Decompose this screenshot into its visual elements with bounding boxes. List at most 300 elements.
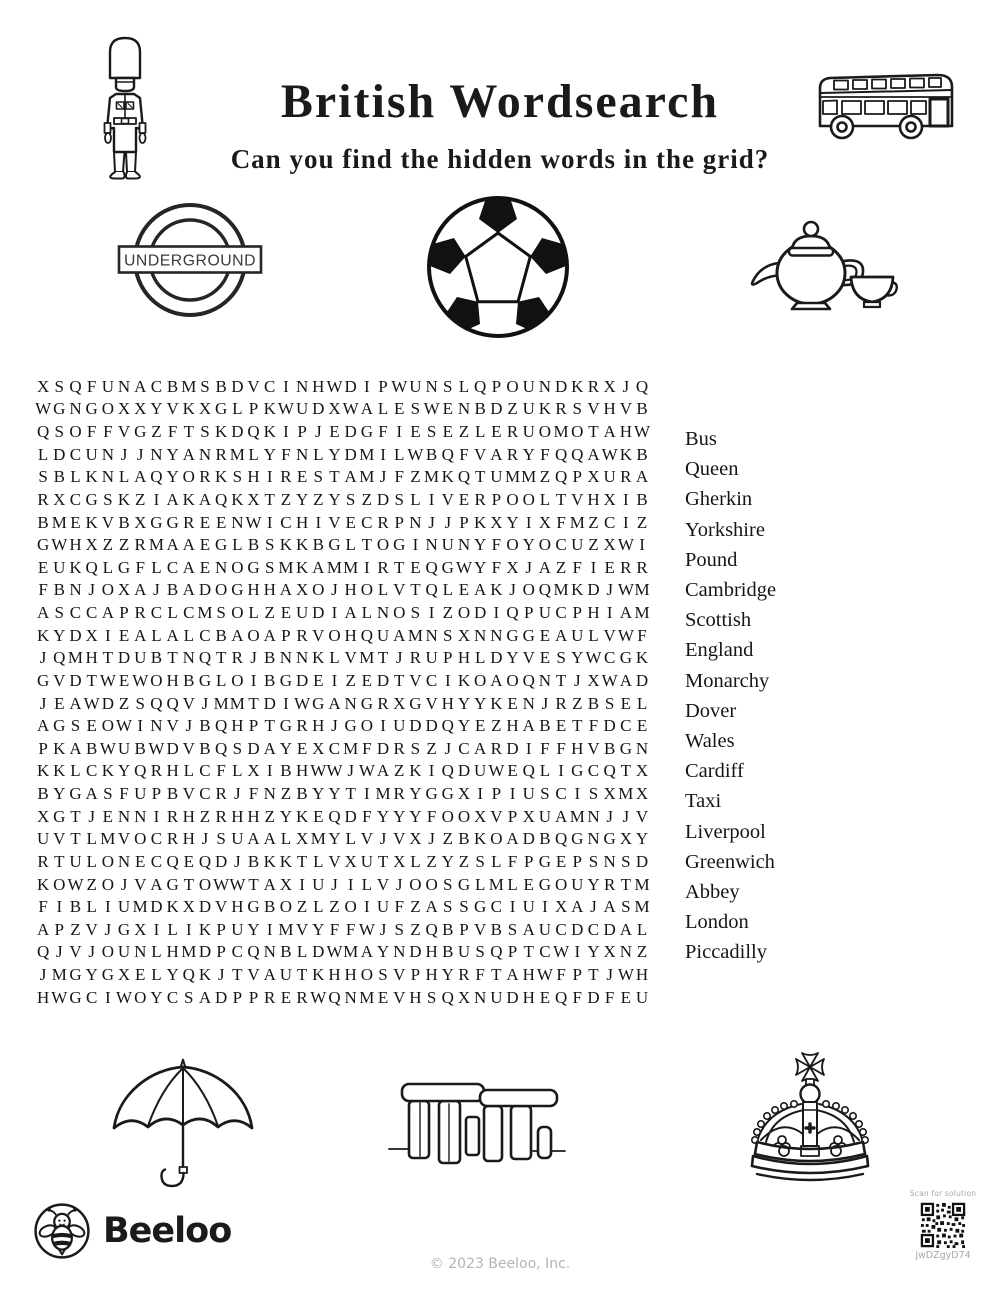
- grid-letter: C: [231, 942, 244, 962]
- grid-letter: H: [344, 965, 357, 985]
- underground-roundel-icon: [117, 198, 263, 322]
- grid-letter: X: [393, 693, 406, 713]
- grid-letter: P: [248, 987, 259, 1007]
- grid-letter: U: [538, 806, 552, 826]
- grid-letter: I: [590, 557, 597, 577]
- grid-letter: G: [522, 625, 535, 645]
- grid-letter: X: [117, 580, 131, 600]
- grid-letter: Z: [410, 897, 421, 917]
- grid-letter: X: [295, 580, 309, 600]
- grid-letter: F: [507, 851, 518, 871]
- grid-letter: A: [134, 580, 147, 600]
- grid-letter: X: [36, 806, 50, 826]
- grid-letter: T: [345, 784, 356, 804]
- grid-letter: N: [474, 625, 487, 645]
- grid-letter: D: [198, 580, 212, 600]
- grid-letter: T: [167, 648, 178, 668]
- grid-letter: I: [574, 784, 581, 804]
- grid-letter: S: [54, 603, 65, 623]
- grid-letter: L: [474, 648, 486, 668]
- grid-letter: U: [231, 919, 244, 939]
- grid-letter: S: [604, 693, 615, 713]
- grid-letter: X: [134, 512, 147, 532]
- grid-letter: B: [312, 535, 324, 555]
- grid-letter: O: [231, 603, 244, 623]
- grid-letter: V: [490, 806, 503, 826]
- grid-letter: A: [603, 897, 616, 917]
- grid-letter: L: [151, 625, 162, 645]
- grid-letter: A: [263, 874, 276, 894]
- grid-letter: R: [231, 648, 244, 668]
- grid-letter: N: [587, 806, 600, 826]
- crown-icon: [737, 1050, 883, 1188]
- grid-letter: C: [69, 444, 82, 464]
- grid-letter: A: [263, 829, 276, 849]
- grid-letter: Y: [166, 965, 179, 985]
- grid-letter: B: [199, 738, 211, 758]
- grid-letter: L: [410, 851, 421, 871]
- grid-letter: P: [443, 648, 453, 668]
- grid-letter: L: [636, 919, 648, 939]
- grid-letter: P: [297, 422, 307, 442]
- grid-letter: O: [101, 399, 114, 419]
- grid-letter: I: [153, 919, 160, 939]
- grid-letter: A: [506, 829, 519, 849]
- grid-letter: N: [117, 806, 131, 826]
- grid-letter: T: [523, 942, 534, 962]
- grid-letter: G: [69, 965, 82, 985]
- grid-letter: V: [134, 874, 147, 894]
- grid-letter: D: [69, 625, 82, 645]
- grid-letter: V: [409, 670, 422, 690]
- grid-letter: T: [54, 851, 65, 871]
- grid-letter: H: [231, 806, 244, 826]
- grid-letter: V: [117, 422, 131, 442]
- grid-letter: N: [198, 444, 212, 464]
- grid-letter: W: [358, 919, 375, 939]
- grid-letter: E: [507, 693, 518, 713]
- grid-letter: V: [215, 897, 228, 917]
- grid-letter: S: [443, 625, 453, 645]
- grid-letter: T: [232, 965, 243, 985]
- grid-letter: S: [475, 942, 485, 962]
- grid-letter: L: [361, 603, 373, 623]
- grid-letter: L: [183, 625, 194, 645]
- grid-letter: T: [215, 648, 227, 668]
- grid-letter: E: [442, 399, 453, 419]
- word-item: Queen: [685, 458, 739, 481]
- grid-letter: W: [536, 965, 553, 985]
- grid-letter: I: [56, 897, 63, 917]
- grid-letter: E: [394, 399, 405, 419]
- grid-letter: A: [134, 467, 147, 487]
- grid-letter: L: [296, 942, 308, 962]
- grid-letter: A: [619, 670, 632, 690]
- grid-letter: Y: [150, 399, 163, 419]
- grid-letter: I: [250, 670, 257, 690]
- grid-letter: D: [53, 444, 66, 464]
- grid-letter: L: [248, 603, 259, 623]
- grid-row: [35, 941, 653, 964]
- grid-letter: E: [555, 716, 567, 736]
- grid-letter: B: [166, 376, 179, 396]
- grid-letter: K: [166, 897, 179, 917]
- grid-letter: N: [69, 399, 82, 419]
- grid-letter: C: [150, 376, 163, 396]
- grid-letter: L: [151, 942, 162, 962]
- grid-letter: L: [86, 897, 97, 917]
- grid-letter: F: [572, 557, 583, 577]
- grid-letter: N: [603, 851, 616, 871]
- grid-letter: U: [457, 942, 471, 962]
- grid-letter: H: [522, 987, 535, 1007]
- grid-letter: J: [234, 784, 241, 804]
- grid-letter: E: [539, 625, 551, 645]
- copyright-text: © 2023 Beeloo, Inc.: [429, 1256, 571, 1272]
- grid-letter: C: [166, 987, 179, 1007]
- grid-letter: I: [493, 603, 500, 623]
- grid-letter: U: [635, 987, 649, 1007]
- grid-letter: O: [247, 625, 260, 645]
- grid-letter: O: [457, 603, 471, 623]
- grid-letter: I: [185, 919, 192, 939]
- grid-letter: J: [185, 716, 193, 736]
- grid-letter: V: [441, 489, 454, 509]
- grid-letter: E: [329, 422, 340, 442]
- grid-letter: N: [635, 738, 649, 758]
- grid-letter: R: [37, 489, 49, 509]
- grid-letter: W: [326, 376, 343, 396]
- grid-row: [35, 443, 653, 466]
- grid-letter: D: [166, 738, 179, 758]
- grid-letter: X: [182, 897, 195, 917]
- grid-letter: N: [215, 557, 228, 577]
- grid-letter: P: [394, 512, 404, 532]
- grid-letter: I: [331, 603, 338, 623]
- grid-letter: B: [69, 897, 82, 917]
- grid-letter: W: [67, 874, 84, 894]
- grid-letter: N: [279, 648, 293, 668]
- grid-letter: I: [525, 738, 532, 758]
- grid-letter: S: [443, 874, 453, 894]
- grid-letter: V: [69, 942, 82, 962]
- grid-letter: H: [231, 716, 244, 736]
- grid-letter: L: [151, 557, 162, 577]
- grid-letter: X: [409, 829, 422, 849]
- grid-letter: K: [182, 399, 195, 419]
- grid-letter: W: [391, 376, 408, 396]
- grid-letter: B: [636, 444, 648, 464]
- grid-letter: S: [621, 897, 631, 917]
- grid-letter: N: [263, 942, 276, 962]
- grid-letter: L: [588, 625, 599, 645]
- grid-letter: S: [475, 851, 485, 871]
- grid-letter: J: [606, 580, 613, 600]
- grid-letter: G: [247, 557, 260, 577]
- grid-letter: N: [150, 716, 163, 736]
- grid-letter: I: [315, 512, 322, 532]
- grid-letter: I: [396, 422, 403, 442]
- grid-letter: W: [342, 399, 359, 419]
- grid-letter: E: [135, 965, 146, 985]
- grid-letter: S: [588, 851, 599, 871]
- grid-letter: X: [635, 784, 649, 804]
- word-item: Liverpool: [685, 820, 766, 843]
- grid-letter: D: [344, 444, 357, 464]
- grid-letter: G: [474, 897, 487, 917]
- grid-letter: G: [36, 670, 50, 690]
- grid-letter: G: [409, 693, 422, 713]
- grid-letter: F: [216, 761, 226, 781]
- grid-letter: V: [376, 874, 390, 894]
- grid-letter: Q: [522, 761, 535, 781]
- grid-row: [35, 579, 653, 602]
- grid-letter: G: [506, 625, 519, 645]
- grid-letter: D: [247, 738, 260, 758]
- grid-letter: G: [117, 919, 131, 939]
- grid-letter: G: [312, 693, 325, 713]
- grid-letter: W: [407, 444, 424, 464]
- grid-letter: T: [296, 965, 308, 985]
- grid-letter: W: [326, 942, 343, 962]
- grid-letter: O: [328, 625, 341, 645]
- grid-letter: H: [457, 648, 471, 668]
- grid-letter: H: [571, 738, 584, 758]
- grid-letter: Z: [555, 557, 567, 577]
- grid-letter: J: [234, 851, 241, 871]
- grid-letter: U: [134, 784, 147, 804]
- grid-letter: R: [199, 467, 211, 487]
- word-item: Cambridge: [685, 579, 777, 602]
- grid-letter: N: [117, 376, 131, 396]
- grid-letter: W: [229, 874, 246, 894]
- grid-row: [35, 692, 653, 715]
- grid-letter: L: [167, 919, 178, 939]
- grid-letter: J: [39, 965, 47, 985]
- grid-letter: Z: [280, 489, 292, 509]
- grid-letter: L: [636, 693, 648, 713]
- grid-letter: E: [86, 716, 97, 736]
- grid-letter: Q: [328, 987, 341, 1007]
- grid-letter: O: [101, 874, 114, 894]
- grid-letter: H: [409, 987, 422, 1007]
- grid-letter: E: [54, 693, 65, 713]
- grid-row: [35, 714, 653, 737]
- grid-letter: S: [54, 422, 65, 442]
- grid-letter: V: [344, 648, 357, 668]
- grid-letter: D: [635, 851, 649, 871]
- grid-letter: Y: [474, 693, 487, 713]
- grid-letter: O: [101, 851, 114, 871]
- grid-letter: D: [603, 919, 616, 939]
- grid-letter: M: [278, 919, 294, 939]
- grid-letter: A: [587, 444, 600, 464]
- grid-letter: W: [83, 693, 100, 713]
- grid-letter: L: [329, 648, 340, 668]
- grid-letter: V: [474, 919, 487, 939]
- grid-letter: Z: [426, 738, 437, 758]
- grid-letter: L: [491, 851, 502, 871]
- grid-letter: M: [359, 444, 375, 464]
- grid-letter: J: [120, 444, 128, 464]
- grid-letter: G: [279, 716, 293, 736]
- grid-letter: X: [603, 784, 616, 804]
- grid-letter: T: [264, 489, 275, 509]
- grid-letter: O: [53, 874, 66, 894]
- grid-letter: B: [85, 738, 98, 758]
- grid-row: [35, 873, 653, 896]
- grid-letter: Z: [70, 919, 81, 939]
- grid-letter: G: [53, 806, 66, 826]
- grid-letter: D: [312, 942, 325, 962]
- grid-letter: X: [457, 987, 471, 1007]
- grid-letter: O: [312, 580, 325, 600]
- grid-letter: O: [215, 580, 228, 600]
- grid-letter: K: [69, 557, 82, 577]
- grid-letter: I: [347, 874, 354, 894]
- grid-letter: Q: [522, 670, 535, 690]
- grid-letter: E: [280, 603, 292, 623]
- grid-letter: O: [231, 557, 244, 577]
- grid-letter: I: [574, 942, 581, 962]
- grid-letter: X: [506, 557, 519, 577]
- grid-letter: U: [474, 761, 487, 781]
- grid-letter: O: [490, 829, 503, 849]
- grid-letter: Z: [329, 897, 340, 917]
- grid-letter: T: [102, 648, 114, 668]
- grid-letter: A: [263, 738, 276, 758]
- grid-letter: H: [441, 693, 454, 713]
- grid-letter: I: [105, 987, 111, 1007]
- grid-letter: R: [215, 784, 227, 804]
- grid-letter: K: [85, 512, 98, 532]
- grid-letter: O: [360, 965, 373, 985]
- grid-letter: U: [538, 603, 552, 623]
- grid-letter: I: [364, 784, 370, 804]
- grid-letter: U: [295, 603, 309, 623]
- grid-letter: O: [150, 670, 163, 690]
- grid-letter: G: [538, 874, 552, 894]
- grid-letter: H: [247, 467, 260, 487]
- grid-letter: X: [603, 489, 616, 509]
- grid-letter: L: [474, 874, 486, 894]
- grid-letter: N: [490, 625, 503, 645]
- grid-letter: Q: [603, 761, 616, 781]
- grid-letter: T: [588, 422, 599, 442]
- grid-letter: V: [295, 919, 309, 939]
- grid-letter: E: [555, 851, 567, 871]
- grid-letter: L: [361, 874, 373, 894]
- grid-letter: T: [86, 670, 97, 690]
- grid-letter: Y: [279, 806, 293, 826]
- grid-letter: E: [507, 761, 518, 781]
- grid-letter: N: [376, 603, 390, 623]
- grid-letter: Y: [263, 444, 276, 464]
- grid-row: [35, 420, 653, 443]
- grid-letter: M: [375, 784, 391, 804]
- grid-letter: Z: [264, 603, 275, 623]
- grid-letter: A: [619, 919, 632, 939]
- grid-letter: J: [573, 670, 581, 690]
- grid-letter: U: [571, 535, 584, 555]
- word-list: [685, 424, 776, 968]
- grid-letter: L: [70, 761, 81, 781]
- grid-letter: E: [410, 422, 421, 442]
- grid-letter: G: [69, 784, 82, 804]
- grid-letter: W: [455, 557, 472, 577]
- grid-letter: Q: [166, 851, 179, 871]
- grid-letter: R: [620, 557, 632, 577]
- grid-letter: V: [182, 693, 195, 713]
- grid-letter: C: [150, 851, 163, 871]
- grid-letter: Y: [474, 535, 487, 555]
- grid-letter: T: [329, 467, 340, 487]
- grid-letter: A: [150, 874, 163, 894]
- grid-letter: Q: [425, 557, 438, 577]
- grid-letter: H: [635, 965, 649, 985]
- grid-letter: B: [539, 829, 551, 849]
- grid-letter: R: [280, 467, 292, 487]
- grid-letter: B: [150, 648, 163, 668]
- grid-letter: Z: [118, 693, 130, 713]
- grid-letter: M: [310, 829, 326, 849]
- grid-letter: Y: [376, 806, 390, 826]
- grid-letter: V: [603, 625, 616, 645]
- grid-letter: Y: [441, 851, 454, 871]
- grid-letter: W: [132, 670, 149, 690]
- grid-letter: W: [294, 693, 311, 713]
- grid-letter: W: [116, 987, 133, 1007]
- grid-letter: T: [264, 716, 275, 736]
- grid-letter: G: [53, 716, 66, 736]
- grid-letter: J: [606, 965, 613, 985]
- grid-letter: J: [136, 444, 144, 464]
- grid-letter: A: [506, 965, 519, 985]
- grid-letter: V: [101, 512, 114, 532]
- grid-letter: K: [279, 851, 293, 871]
- grid-letter: I: [283, 422, 289, 442]
- grid-letter: U: [571, 874, 584, 894]
- grid-letter: F: [248, 784, 259, 804]
- grid-letter: O: [360, 716, 373, 736]
- grid-letter: Q: [247, 942, 260, 962]
- grid-letter: V: [360, 829, 373, 849]
- grid-letter: C: [587, 761, 600, 781]
- grid-letter: D: [231, 422, 244, 442]
- grid-letter: C: [620, 716, 632, 736]
- grid-letter: V: [587, 399, 600, 419]
- grid-letter: L: [167, 603, 178, 623]
- grid-letter: A: [425, 897, 438, 917]
- grid-letter: V: [53, 829, 66, 849]
- grid-letter: S: [135, 693, 145, 713]
- grid-letter: Y: [312, 784, 325, 804]
- grid-letter: L: [118, 467, 130, 487]
- grid-letter: I: [137, 716, 144, 736]
- grid-letter: O: [506, 535, 519, 555]
- grid-letter: V: [247, 965, 260, 985]
- grid-letter: N: [344, 987, 357, 1007]
- grid-letter: Y: [571, 648, 584, 668]
- grid-letter: J: [509, 580, 516, 600]
- grid-letter: S: [378, 965, 388, 985]
- grid-letter: P: [523, 851, 534, 871]
- grid-letter: S: [394, 489, 404, 509]
- grid-letter: A: [603, 422, 616, 442]
- grid-letter: U: [312, 874, 325, 894]
- grid-letter: C: [280, 512, 292, 532]
- grid-row: [35, 624, 653, 647]
